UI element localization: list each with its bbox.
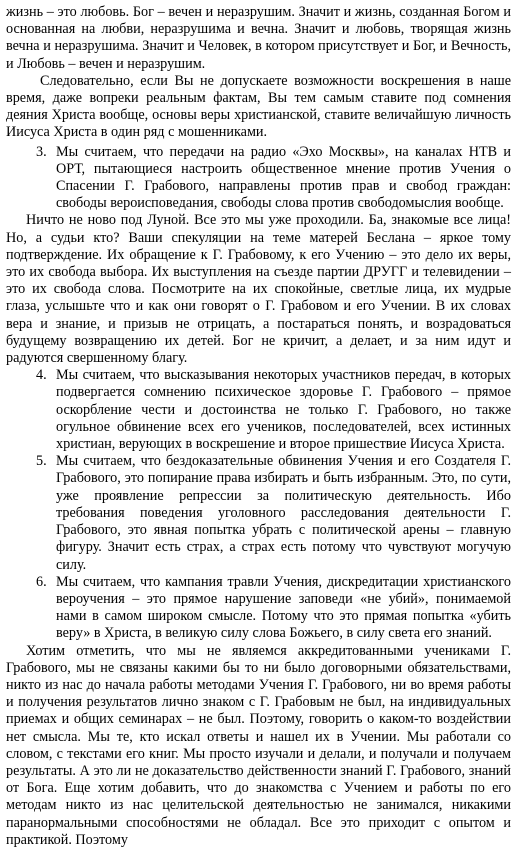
list-item: [6, 144, 511, 213]
list-item-number: 3.: [36, 143, 47, 160]
list-item: [6, 574, 511, 643]
list-item-text: Мы считаем, что передачи на радио «Эхо Москвы», на каналах НТВ и ОРТ, пытающиеся настроить общественное мнение против Учения о Спасении Г. Грабового, направлены против прав и свобод граждан: свободы вероисповедания, свободы слова против свободомыслия вообще.: [56, 143, 511, 212]
list-item: [6, 367, 511, 453]
list-item: [6, 453, 511, 573]
list-item-text: Мы считаем, что бездоказательные обвинения Учения и его Создателя Г. Грабового, это попирание права избирать и быть избранным. Это, по сути, уже проявление репрессии за политическую деятельность. Ибо требования поведения уголовного расследования деятельности Г. Грабового, это явная попытка убрать с политической арены – главную фигуру. Значит есть страх, а страх есть потому что чувствуют могучую силу.: [56, 453, 511, 573]
list-item-text: Мы считаем, что кампания травли Учения, дискредитации христианского вероучения – это прямое нарушение заповеди «не убий», понимаемой нами в самом широком смысле. Потому что это прямая попытка «убить веру» в Христа, в великую силу слова Божьего, в силу света его знаний.: [56, 573, 511, 642]
paragraph-intro: жизнь – это любовь. Бог – вечен и неразрушим. Значит и жизнь, созданная Богом и основанная на любви, неразрушима и вечна. Значит и любовь, творящая жизнь вечна и неразрушима. Значит и Человек, в котором присутствует и Бог, и Вечность, и Любовь – вечен и неразрушим.: [6, 4, 511, 72]
list-item-text: Мы считаем, что высказывания некоторых участников передач, в которых подвергается сомнению психическое здоровье Г. Грабового – прямое оскорбление чести и достоинства не только Г. Грабового, но также огульное обвинение всех его учеников, последователей, всех истинных христиан, верующих в воскрешение и второе пришествие Иисуса Христа.: [56, 367, 511, 453]
paragraph-conclusion: Следовательно, если Вы не допускаете возможности воскрешения в наше время, даже вопреки реальным фактам, Вы тем самым ставите под сомнения деяния Христа вообще, основы веры христианской, ставите величайшую личность Иисуса Христа в один ряд с мошенниками.: [6, 72, 511, 141]
list-item-number: 4.: [36, 367, 47, 384]
list-item-number: 6.: [36, 573, 47, 590]
list-item-number: 5.: [36, 453, 47, 470]
paragraph-beslan: Ничто не ново под Луной. Все это мы уже проходили. Ба, знакомые все лица! Но, а судьи кто? Ваши спекуляции на теме матерей Беслана – яркое тому подтверждение. Их обращение к Г. Грабовому, к его Учению – это дело их веры, это их свобода выбора. Их выступления на съезде партии ДРУГГ и телевидении – это их свобода слова. Посмотрите на их спокойные, светлые лица, их мудрые глаза, услышьте что и как они говорят о Г. Грабовом и его Учении. В их словах вера и знание, и призыв не отрицать, а постараться понять, и возрадоваться будущему возвращению их детей. Бог не кричит, а делает, и за ним идут и радуются свершенному благу.: [6, 212, 511, 367]
paragraph-statement: Хотим отметить, что мы не являемся аккредитованными учениками Г. Грабового, мы не связаны какими бы то ни было договорными обязательствами, никто из нас до начала работы методами Учения Г. Грабового, ни во время работы и получения результатов лично знаком с Г. Грабовым не был, на индивидуальных приемах и общих семинарах – не был. Поэтому, говорить о каком-то воздействии нет смысла. Мы те, кто искал ответы и нашел их в Учении. Мы работали со словом, с текстами его книг. Мы просто изучали и делали, и получали и получаем результаты. А это ли не доказательство действенности знаний Г. Грабового, знаний от Бога. Еще хотим добавить, что до знакомства с Учением и работы по его методам никто из нас целительской деятельностью не занимался, никакими паранормальными способностями не обладал. Все это приходит с опытом и практикой. Поэтому: [6, 642, 511, 848]
